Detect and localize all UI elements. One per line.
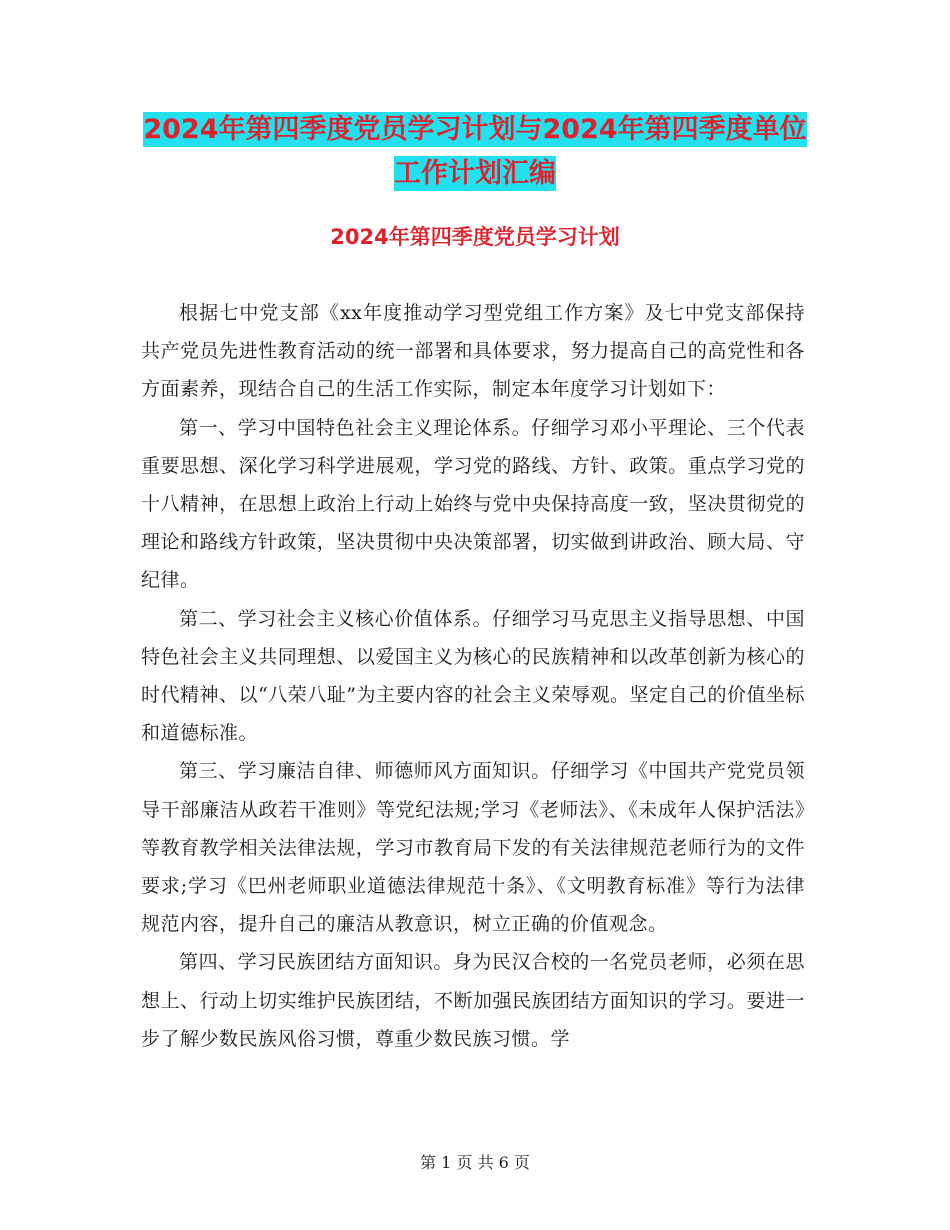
document-title-line1: 2024年第四季度党员学习计划与2024年第四季度单位 <box>143 114 807 145</box>
document-title <box>0 108 950 196</box>
section-title: 2024年第四季度党员学习计划 <box>330 225 620 249</box>
document-title-line2: 工作计划汇编 <box>394 158 556 189</box>
paragraph-intro: 根据七中党支部《xx年度推动学习型党组工作方案》及七中党支部保持共产党员先进性教育活动的统一部署和具体要求，努力提高自己的高党性和各方面素养，现结合自己的生活工作实际，制定本年度学习计划如下： <box>141 302 805 401</box>
page-footer: 第 1 页 共 6 页 <box>420 1153 530 1172</box>
body-text <box>141 294 805 1058</box>
paragraph-second: 第二、学习社会主义核心价值体系。仔细学习马克思主义指导思想、中国特色社会主义共同理想、以爱国主义为核心的民族精神和以改革创新为核心的时代精神、以“八荣八耻”为主要内容的社会主义荣辱观。坚定自己的价值坐标和道德标准。 <box>141 607 805 745</box>
paragraph-fourth: 第四、学习民族团结方面知识。身为民汉合校的一名党员老师，必须在思想上、行动上切实维护民族团结，不断加强民族团结方面知识的学习。要进一步了解少数民族风俗习惯，尊重少数民族习惯。学 <box>141 951 805 1050</box>
paragraph-third: 第三、学习廉洁自律、师德师风方面知识。仔细学习《中国共产党党员领导干部廉洁从政若干准则》等党纪法规;学习《老师法》、《未成年人保护活法》等教育教学相关法律法规，学习市教育局下发的有关法律规范老师行为的文件要求;学习《巴州老师职业道德法律规范十条》、《文明教育标准》等行为法律规范内容，提升自己的廉洁从教意识，树立正确的价值观念。 <box>141 760 805 936</box>
paragraph-first: 第一、学习中国特色社会主义理论体系。仔细学习邓小平理论、三个代表重要思想、深化学习科学进展观，学习党的路线、方针、政策。重点学习党的十八精神，在思想上政治上行动上始终与党中央保持高度一致，坚决贯彻党的理论和路线方针政策，坚决贯彻中央决策部署，切实做到讲政治、顾大局、守纪律。 <box>141 416 805 592</box>
